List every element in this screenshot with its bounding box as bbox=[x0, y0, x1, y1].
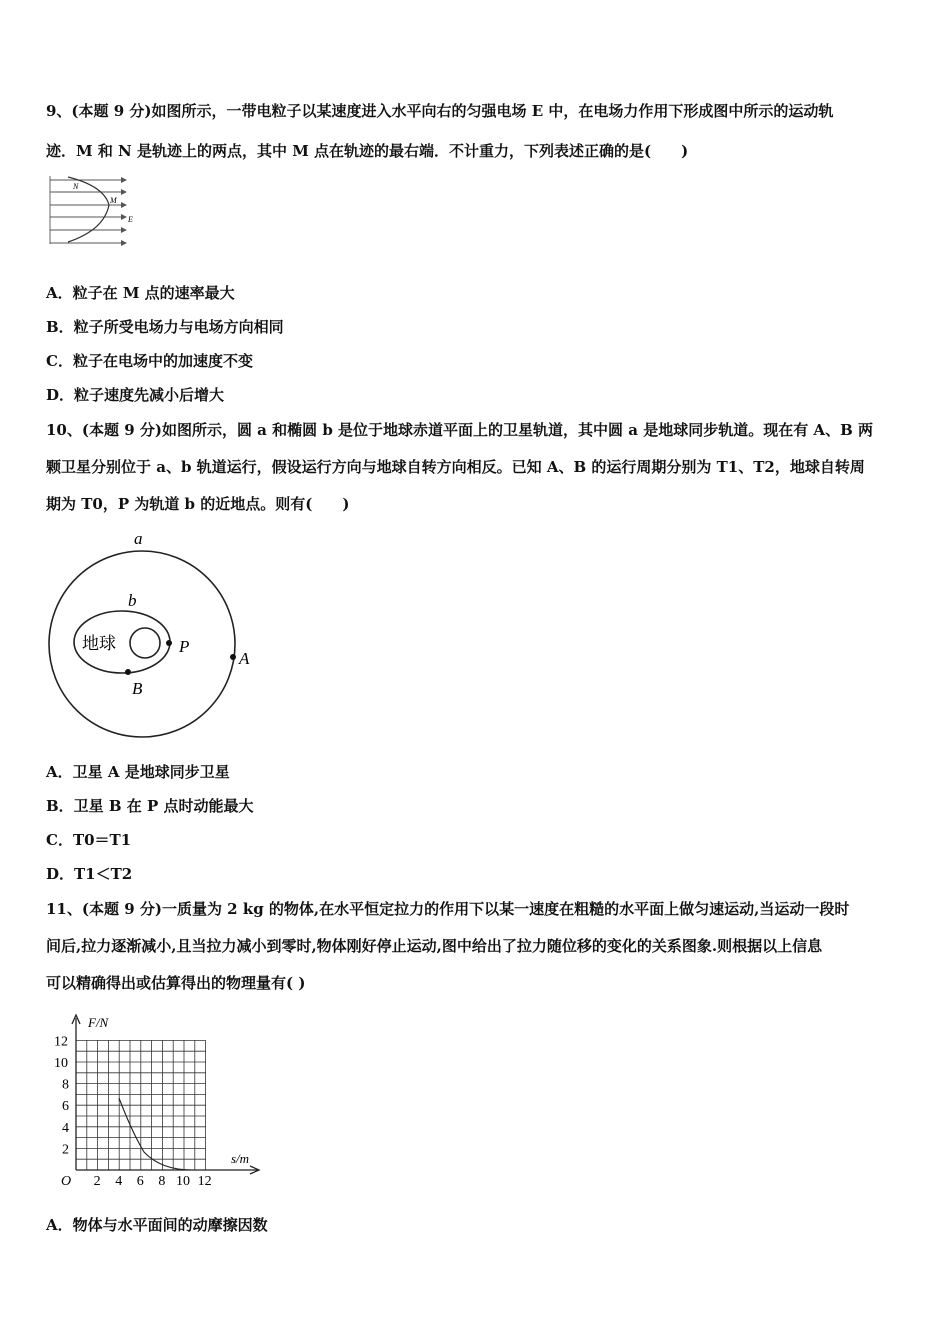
x-tick-label: 12 bbox=[197, 1174, 212, 1189]
x-tick-label: 10 bbox=[176, 1174, 190, 1189]
satellite-a-dot bbox=[230, 654, 236, 660]
field-e-label: E bbox=[128, 215, 133, 224]
origin-label: O bbox=[61, 1174, 72, 1189]
y-tick-labels bbox=[54, 1034, 69, 1157]
x-axis-label: s/m bbox=[231, 1151, 250, 1166]
y-tick-label: 8 bbox=[62, 1077, 69, 1093]
graph-grid bbox=[76, 1040, 206, 1170]
q10-stem-line2: 颗卫星分别位于 a、b 轨道运行，假设运行方向与地球自转方向相反。已知 A、B 的运行周期分别为 T1、T2，地球自转周 bbox=[46, 458, 865, 476]
x-tick-label: 2 bbox=[93, 1174, 101, 1189]
satellite-a-label: A bbox=[239, 649, 250, 668]
y-tick-label: 4 bbox=[62, 1120, 69, 1136]
x-tick-label: 6 bbox=[136, 1174, 144, 1189]
x-tick-label: 8 bbox=[158, 1174, 166, 1189]
satellite-b-label: B bbox=[132, 679, 143, 698]
q10-option-c[interactable]: C．T0＝T1 bbox=[46, 831, 132, 849]
y-tick-label: 10 bbox=[54, 1056, 68, 1071]
point-n-label: N bbox=[73, 182, 79, 191]
q9-stem-line2: 迹．M 和 N 是轨迹上的两点，其中 M 点在轨迹的最右端．不计重力，下列表述正确的是( ) bbox=[46, 142, 689, 160]
q10-option-d[interactable]: D．T1＜T2 bbox=[46, 865, 133, 883]
q10-orbit-figure bbox=[46, 528, 266, 740]
q9-option-a[interactable]: A．粒子在 M 点的速率最大 bbox=[46, 284, 235, 302]
orbit-a-circle bbox=[49, 551, 235, 737]
q9-option-b[interactable]: B．粒子所受电场力与电场方向相同 bbox=[46, 318, 284, 336]
satellite-b-dot bbox=[125, 669, 131, 675]
y-tick-label: 2 bbox=[62, 1142, 69, 1158]
q9-stem-line1: 9、(本题 9 分)如图所示，一带电粒子以某速度进入水平向右的匀强电场 E 中，在电场力作用下形成图中所示的运动轨 bbox=[46, 102, 834, 120]
point-p-label: P bbox=[179, 637, 190, 656]
q11-stem-line2: 间后,拉力逐渐减小,且当拉力减小到零时,物体刚好停止运动,图中给出了拉力随位移的变化的关系图象.则根据以上信息 bbox=[46, 937, 823, 955]
q9-electric-field-figure bbox=[46, 172, 141, 250]
orbit-b-label: b bbox=[128, 591, 137, 610]
x-tick-label: 4 bbox=[115, 1174, 123, 1189]
q11-option-a[interactable]: A．物体与水平面间的动摩擦因数 bbox=[46, 1216, 268, 1234]
x-tick-labels bbox=[94, 1174, 212, 1189]
q10-option-b[interactable]: B．卫星 B 在 P 点时动能最大 bbox=[46, 797, 254, 815]
y-tick-label: 12 bbox=[54, 1034, 68, 1050]
q10-stem-line1: 10、(本题 9 分)如图所示，圆 a 和椭圆 b 是位于地球赤道平面上的卫星轨道，其中圆 a 是地球同步轨道。现在有 A、B 两 bbox=[46, 421, 873, 439]
point-m-label: M bbox=[110, 196, 117, 205]
q11-force-displacement-graph bbox=[46, 1010, 266, 1190]
orbit-a-label: a bbox=[134, 529, 143, 548]
q10-stem-line3: 期为 T0，P 为轨道 b 的近地点。则有( ) bbox=[46, 495, 350, 513]
earth-circle bbox=[130, 628, 160, 658]
q9-option-d[interactable]: D．粒子速度先减小后增大 bbox=[46, 386, 225, 404]
q11-stem-line3: 可以精确得出或估算得出的物理量有( ) bbox=[46, 974, 306, 992]
q9-option-c[interactable]: C．粒子在电场中的加速度不变 bbox=[46, 352, 253, 370]
y-tick-label: 6 bbox=[62, 1099, 69, 1115]
earth-label: 地球 bbox=[82, 634, 116, 654]
q11-stem-line1: 11、(本题 9 分)一质量为 2 kg 的物体,在水平恒定拉力的作用下以某一速度在粗糙的水平面上做匀速运动,当运动一段时 bbox=[46, 900, 850, 918]
y-axis-label: F/N bbox=[88, 1015, 109, 1030]
point-p-dot bbox=[166, 640, 172, 646]
q10-option-a[interactable]: A．卫星 A 是地球同步卫星 bbox=[46, 763, 230, 781]
